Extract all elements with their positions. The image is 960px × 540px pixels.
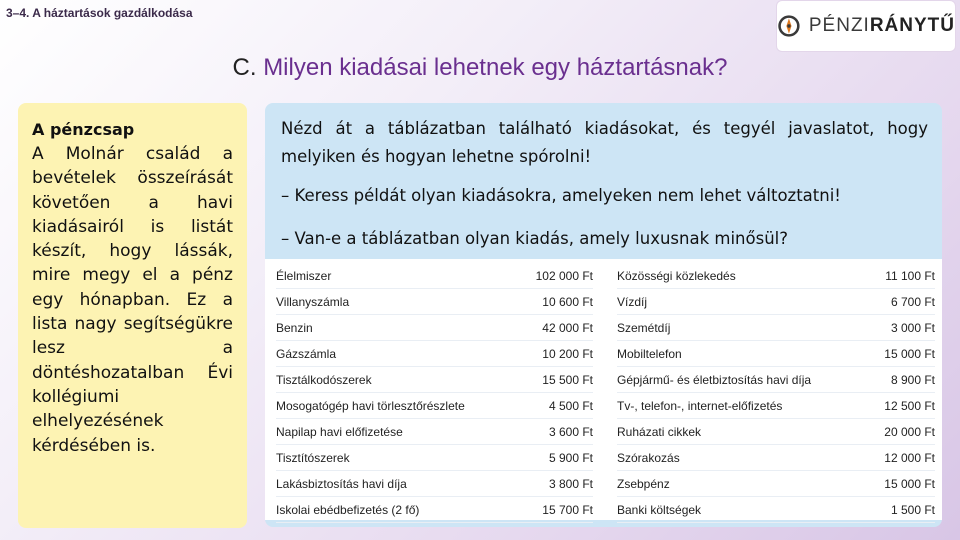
expense-column-right <box>617 263 935 523</box>
expense-name: Gázszámla <box>276 346 337 361</box>
expense-name: Banki költségek <box>617 502 702 517</box>
table-row <box>276 393 593 419</box>
expense-name: Tisztálkodószerek <box>276 372 372 387</box>
table-row <box>617 393 935 419</box>
title-letter: C. <box>232 54 257 81</box>
expense-name: Lakásbiztosítás havi díja <box>276 476 407 491</box>
expense-amount: 20 000 Ft <box>884 424 935 439</box>
expense-amount: 15 000 Ft <box>884 476 935 491</box>
table-row <box>617 341 935 367</box>
expense-amount: 4 500 Ft <box>548 398 593 413</box>
expense-name: Tv-, telefon-, internet-előfizetés <box>617 398 783 413</box>
expense-amount: 102 000 Ft <box>535 268 593 283</box>
expense-amount: 3 600 Ft <box>548 424 593 439</box>
penziranytu-logo <box>776 0 956 52</box>
title-text: Milyen kiadásai lehetnek egy háztartásnak? <box>263 54 728 81</box>
expense-name: Élelmiszer <box>276 268 332 283</box>
expense-name: Gépjármű- és életbiztosítás havi díja <box>617 372 812 387</box>
expense-name: Benzin <box>276 320 313 335</box>
expense-amount: 11 100 Ft <box>885 268 935 283</box>
table-row <box>276 419 593 445</box>
page-title <box>0 54 960 82</box>
table-row <box>617 315 935 341</box>
expense-name: Zsebpénz <box>617 476 670 491</box>
expense-name: Mobiltelefon <box>617 346 682 361</box>
section-label: 3–4. A háztartások gazdálkodása <box>6 6 193 20</box>
table-row <box>617 419 935 445</box>
table-row <box>276 367 593 393</box>
table-row <box>276 263 593 289</box>
expense-name: Tisztítószerek <box>276 450 350 465</box>
expense-amount: 12 500 Ft <box>884 398 935 413</box>
expense-name: Szórakozás <box>617 450 680 465</box>
table-row <box>617 289 935 315</box>
expense-name: Vízdíj <box>617 294 648 309</box>
expense-name: Szemétdíj <box>617 320 671 335</box>
expense-amount: 5 900 Ft <box>548 450 593 465</box>
table-row <box>617 497 935 523</box>
table-row <box>276 341 593 367</box>
table-row <box>617 471 935 497</box>
expense-name: Mosogatógép havi törlesztőrészlete <box>276 398 465 413</box>
expense-amount: 6 700 Ft <box>890 294 935 309</box>
table-row <box>276 315 593 341</box>
expense-amount: 15 500 Ft <box>542 372 593 387</box>
expense-amount: 3 800 Ft <box>548 476 593 491</box>
logo-text: PÉNZIRÁNYTŰ <box>808 15 955 36</box>
story-heading: A pénzcsap <box>32 120 135 139</box>
expense-table <box>265 259 942 520</box>
expense-name: Villanyszámla <box>276 294 350 309</box>
expense-name: Ruházati cikkek <box>617 424 702 439</box>
expense-amount: 3 000 Ft <box>890 320 935 335</box>
task-instruction: Nézd át a táblázatban található kiadásokat, és tegyél javaslatot, hogy melyiken és hogyan lehetne spórolni! <box>281 119 928 166</box>
table-row <box>617 445 935 471</box>
expense-name: Közösségi közlekedés <box>617 268 736 283</box>
story-box <box>18 103 247 528</box>
expense-amount: 10 200 Ft <box>542 346 593 361</box>
table-row <box>276 471 593 497</box>
expense-amount: 8 900 Ft <box>890 372 935 387</box>
table-row <box>276 289 593 315</box>
task-bullet-2: – Van-e a táblázatban olyan kiadás, amely luxusnak minősül? <box>281 229 788 248</box>
table-row <box>617 263 935 289</box>
expense-amount: 12 000 Ft <box>884 450 935 465</box>
expense-amount: 42 000 Ft <box>542 320 593 335</box>
expense-column-left <box>276 263 593 523</box>
expense-name: Napilap havi előfizetése <box>276 424 403 439</box>
task-bullet-1: – Keress példát olyan kiadásokra, amelyeken nem lehet változtatni! <box>281 186 841 205</box>
compass-icon <box>777 12 801 40</box>
expense-amount: 15 700 Ft <box>542 502 593 517</box>
table-row <box>276 445 593 471</box>
table-row <box>276 497 593 523</box>
expense-amount: 1 500 Ft <box>890 502 935 517</box>
expense-name: Iskolai ebédbefizetés (2 fő) <box>276 502 420 517</box>
story-body: A Molnár család a bevételek összeírását követően a havi kiadásairól is listát készít, hogy lássák, mire megy el a pénz egy hónapban. Ez a lista nagy segítségükre lesz a döntéshozatalban Évi kollégiumi elhelyezésének kérdésében is. <box>32 144 233 456</box>
expense-amount: 10 600 Ft <box>542 294 593 309</box>
table-row <box>617 367 935 393</box>
expense-amount: 15 000 Ft <box>884 346 935 361</box>
